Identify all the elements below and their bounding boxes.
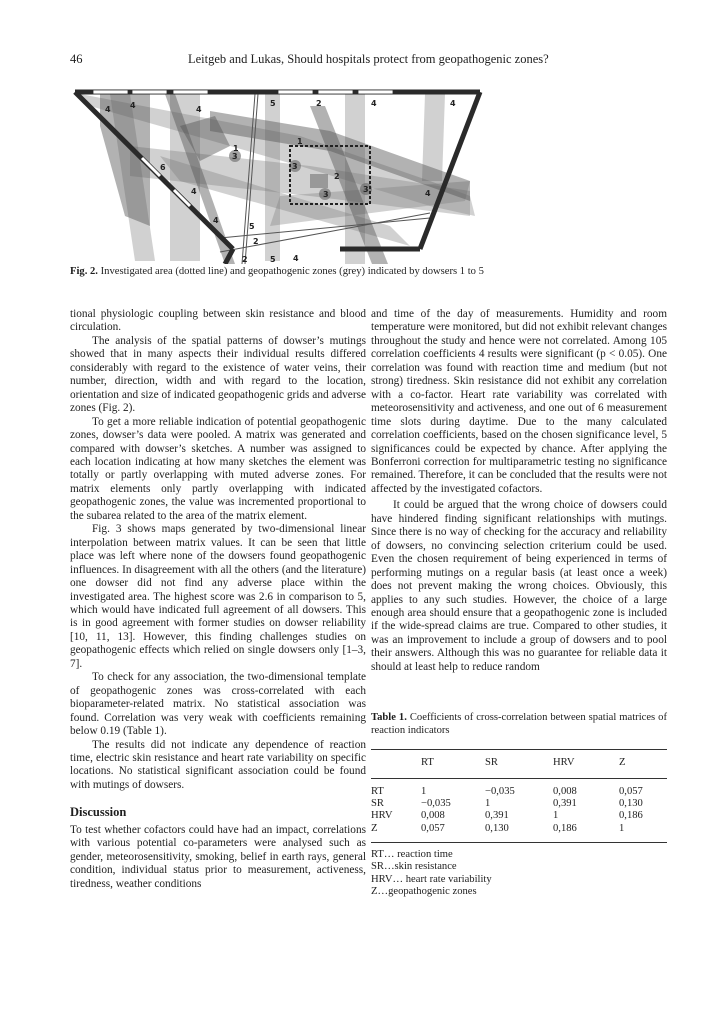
table-cell: 0,186 (619, 810, 643, 822)
svg-text:6: 6 (160, 163, 166, 172)
svg-text:4: 4 (293, 254, 299, 263)
paragraph: To check for any association, the two-dimensional template of geopathogenic zones was cross-correlated with each bioparameter-related matrix. No statistical association was found. Correlation was very weak with coefficients remaining below 0.19 (Table 1). (70, 671, 366, 738)
row-label: SR (371, 797, 384, 809)
table-cell: 0,130 (619, 797, 643, 809)
table-header-row (371, 750, 667, 778)
svg-text:5: 5 (249, 222, 255, 231)
svg-text:4: 4 (191, 187, 197, 196)
table-cell: −0,035 (421, 797, 451, 809)
table-row (371, 810, 667, 822)
table-cell: 0,057 (619, 785, 643, 797)
svg-text:4: 4 (213, 216, 219, 225)
figure-2-floor-plan (70, 86, 490, 264)
svg-text:2: 2 (334, 172, 340, 181)
table-label: Table 1. (371, 712, 407, 724)
paragraph: The analysis of the spatial patterns of dowser’s mutings showed that in many aspects their individual results differed considerably with regard to the existence of water veins, their number, direction, width and with regard to the location, orientation and size of indicated geopathogenic grids and adverse zones (Fig. 2). (70, 334, 366, 415)
paragraph: tional physiologic coupling between skin resistance and blood circulation. (70, 308, 366, 334)
figure-caption (70, 266, 670, 277)
table-cell: 0,186 (553, 823, 619, 843)
svg-text:3: 3 (232, 152, 238, 161)
svg-text:2: 2 (253, 237, 259, 246)
column-header: Z (619, 750, 667, 778)
right-column (371, 308, 667, 899)
left-column (70, 308, 366, 891)
legend-item: HRV… heart rate variability (371, 873, 492, 885)
svg-text:1: 1 (297, 137, 303, 146)
legend-item: RT… reaction time (371, 848, 453, 860)
svg-text:1: 1 (233, 144, 239, 153)
row-label: RT (371, 785, 384, 797)
table-cell: −0,035 (485, 785, 515, 797)
paragraph: To get a more reliable indication of potential geopathogenic zones, dowser’s data were pooled. A matrix was generated and compared with dowser’s sketches. A number was assigned to each location indicating at how many sketches the element was totally or partly overlapping with muted adverse zones. For matrix elements only partly overlapping with indicated geopathogenic zones, the value was incremented proportional to the subarea related to the area of the matrix element. (70, 415, 366, 522)
figure-caption-text: Investigated area (dotted line) and geopathogenic zones (grey) indicated by dowsers 1 to 5 (97, 266, 484, 277)
table-row (371, 823, 667, 843)
svg-text:3: 3 (292, 162, 298, 171)
paragraph: Fig. 3 shows maps generated by two-dimensional linear interpolation between matrix values. It can be seen that little place was left where none of the dowsers found geopathogenic influences. In disagreement with all the others (and the literature) one dowser did not find any adverse place within the investigated area. The highest score was 2.6 in comparison to 5, which would have indicated full agreement of all dowsers. This is in good agreement with former studies on dowser reliability [10, 11, 13]. However, this finding challenges studies on geopathogenic effects which relied on single dowsers only [1–3, 7]. (70, 523, 366, 670)
svg-text:4: 4 (196, 105, 202, 114)
svg-text:3: 3 (363, 185, 369, 194)
correlation-table (371, 749, 667, 843)
table-cell: 1 (421, 785, 427, 797)
legend-item: SR…skin resistance (371, 861, 457, 873)
svg-text:2: 2 (242, 255, 248, 264)
svg-text:4: 4 (105, 105, 111, 114)
table-cell: 0,391 (485, 810, 509, 822)
table-cell: 0,008 (421, 810, 445, 822)
table-cell: 0,057 (421, 823, 485, 843)
row-label: Z (371, 823, 421, 843)
table-caption (371, 712, 667, 737)
running-title: Leitgeb and Lukas, Should hospitals protect from geopathogenic zones? (188, 52, 549, 66)
column-header: SR (485, 750, 553, 778)
column-header (371, 750, 421, 778)
table-cell: 0,008 (553, 785, 577, 797)
paragraph: It could be argued that the wrong choice of dowsers could have hindered finding significant relationships with mutings. Since there is no way of checking for the accuracy and reliability of dowsers, no convincing selection criterium could be used. Even the chosen requirement of being experienced in terms of performing mutings on a regular basis (at least once a week) does not prevent making the wrong choices. Obviously, this applies to any such studies. However, the choice of a large enough area should ensure that a geopathogenic zone is included if the wide-spread claims are true. Compared to other studies, it was an improvement to include a group of dowsers and to pool their answers. Although this was no guarantee for reliable data it should at least help to reduce random (371, 499, 667, 673)
row-label: HRV (371, 810, 393, 822)
table-caption-text: Coefficients of cross-correlation between spatial matrices of reaction indicators (371, 712, 667, 736)
table-row (371, 798, 667, 810)
section-heading-discussion: Discussion (70, 805, 127, 820)
page-number: 46 (70, 52, 83, 66)
paragraph: To test whether cofactors could have had an impact, correlations with various potential co-parameters were analysed such as gender, meteorosensitivity, smoking, belief in earth rays, general condition, individual status prior to measurement, activeness, tiredness, weather conditions (70, 823, 366, 890)
column-header: HRV (553, 750, 619, 778)
table-cell: 1 (485, 797, 491, 809)
svg-text:2: 2 (316, 99, 322, 108)
svg-text:4: 4 (371, 99, 377, 108)
svg-text:5: 5 (270, 255, 276, 264)
svg-text:4: 4 (425, 189, 431, 198)
svg-text:4: 4 (450, 99, 456, 108)
table-cell: 1 (553, 810, 559, 822)
column-header: RT (421, 750, 485, 778)
geopathogenic-zones-diagram (70, 86, 490, 264)
table-cell: 0,391 (553, 797, 577, 809)
table-cell: 0,130 (485, 823, 553, 843)
svg-text:3: 3 (323, 190, 329, 199)
paragraph: and time of the day of measurements. Humidity and room temperature were monitored, but did not exhibit relevant changes throughout the study and hence were not correlated. Among 105 correlation coefficients 4 results were significant (p < 0.05). One correlation was found with reaction time and medium (but not strong) tiredness. Skin resistance did not exhibit any correlation with a co-factor. Heart rate variability was correlated with meteorosensitivity and activeness, and one out of 6 measurement time slots during daytime. Due to the many calculated correlation coefficients, based on the chosen significance level, 5 significances could be expected by chance. After applying the Bonferroni correction for multiparametric testing no significance remained. Therefore, it can be concluded that the results were not affected by the investigated cofactors. (371, 308, 667, 495)
running-header (70, 52, 660, 70)
table-legend (371, 849, 667, 899)
paragraph: The results did not indicate any dependence of reaction time, electric skin resistance and heart rate variability on specific locations. No statistical significant association could be found with mutings of dowsers. (70, 738, 366, 791)
svg-text:4: 4 (130, 101, 136, 110)
legend-item: Z…geopathogenic zones (371, 886, 477, 898)
svg-text:5: 5 (270, 99, 276, 108)
figure-label: Fig. 2. (70, 266, 98, 277)
table-cell: 1 (619, 823, 667, 843)
table-row (371, 778, 667, 798)
